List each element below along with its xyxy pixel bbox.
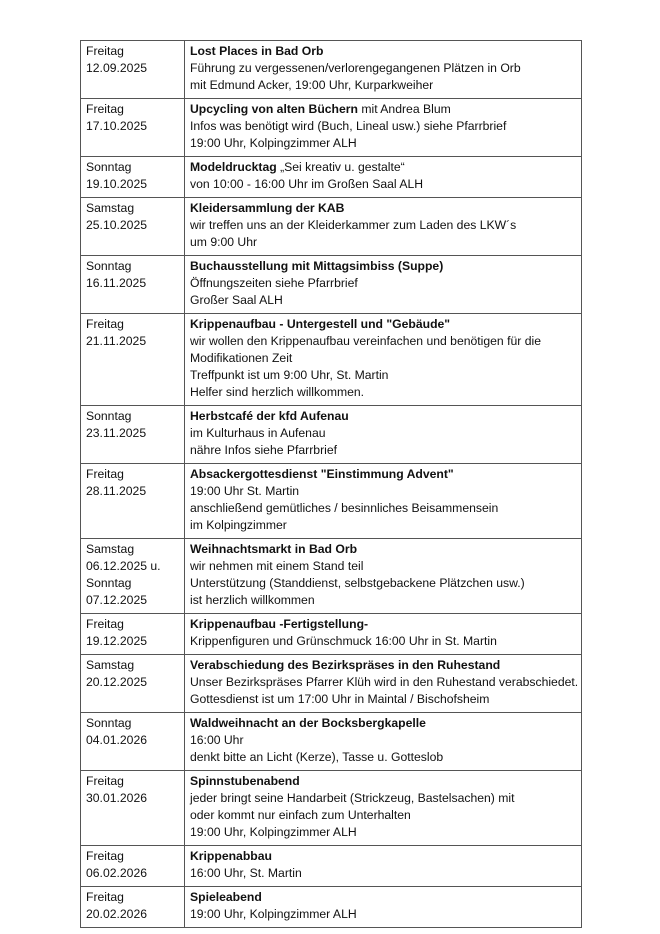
event-date-cell	[81, 198, 185, 256]
event-title-line	[190, 715, 576, 732]
event-date-line: 07.12.2025	[86, 593, 147, 607]
event-date-line: 30.01.2026	[86, 791, 147, 805]
event-title-line	[190, 541, 576, 558]
event-description-cell	[185, 846, 582, 887]
event-date-cell	[81, 539, 185, 614]
event-detail-line: Führung zu vergessenen/verlorengegangenen Plätzen in Orb	[190, 61, 521, 75]
event-title-suffix: mit Andrea Blum	[357, 102, 451, 116]
event-row	[81, 256, 582, 314]
event-title: Buchausstellung mit Mittagsimbiss (Suppe)	[190, 259, 444, 273]
event-row	[81, 713, 582, 771]
event-row	[81, 99, 582, 157]
event-detail-line: Unterstützung (Standdienst, selbstgebackene Plätzchen usw.)	[190, 576, 525, 590]
event-row	[81, 771, 582, 846]
event-date-line: 06.02.2026	[86, 866, 147, 880]
event-schedule-body	[81, 41, 582, 928]
event-row	[81, 41, 582, 99]
event-detail-line: um 9:00 Uhr	[190, 235, 258, 249]
event-row	[81, 846, 582, 887]
event-description-cell	[185, 41, 582, 99]
event-detail-line: Unser Bezirkspräses Pfarrer Klüh wird in den Ruhestand verabschiedet.	[190, 675, 579, 689]
event-schedule-table	[80, 40, 582, 928]
event-date-line: 12.09.2025	[86, 61, 147, 75]
event-title-line	[190, 159, 576, 176]
event-detail-line: im Kulturhaus in Aufenau	[190, 426, 326, 440]
event-title-line	[190, 101, 576, 118]
event-detail-line: 19:00 Uhr, Kolpingzimmer ALH	[190, 825, 357, 839]
event-detail-line: von 10:00 - 16:00 Uhr im Großen Saal ALH	[190, 177, 424, 191]
event-date-line: 17.10.2025	[86, 119, 147, 133]
event-date-line: Samstag	[86, 201, 135, 215]
event-row	[81, 887, 582, 928]
event-description-cell	[185, 655, 582, 713]
event-title-line	[190, 889, 576, 906]
event-date-line: 04.01.2026	[86, 733, 147, 747]
event-detail-line: im Kolpingzimmer	[190, 518, 287, 532]
event-date-line: Freitag	[86, 890, 124, 904]
event-date-line: Samstag	[86, 658, 135, 672]
event-detail-line: 19:00 Uhr, Kolpingzimmer ALH	[190, 136, 357, 150]
event-title: Lost Places in Bad Orb	[190, 44, 324, 58]
event-date-line: Sonntag	[86, 576, 132, 590]
event-detail-line: nähre Infos siehe Pfarrbrief	[190, 443, 338, 457]
event-detail-line: Öffnungszeiten siehe Pfarrbrief	[190, 276, 358, 290]
event-date-line: Sonntag	[86, 160, 132, 174]
event-date-cell	[81, 771, 185, 846]
event-title-line	[190, 258, 576, 275]
event-date-line: 19.12.2025	[86, 634, 147, 648]
event-detail-line: anschließend gemütliches / besinnliches Beisammensein	[190, 501, 499, 515]
event-title: Absackergottesdienst "Einstimmung Advent"	[190, 467, 454, 481]
event-description-cell	[185, 99, 582, 157]
event-detail-line: 16:00 Uhr, St. Martin	[190, 866, 302, 880]
event-title: Kleidersammlung der KAB	[190, 201, 345, 215]
event-detail-line: ist herzlich willkommen	[190, 593, 315, 607]
event-date-line: Sonntag	[86, 259, 132, 273]
event-title: Waldweihnacht an der Bocksbergkapelle	[190, 716, 426, 730]
event-date-line: Freitag	[86, 774, 124, 788]
event-detail-line: Modifikationen Zeit	[190, 351, 293, 365]
event-description-cell	[185, 256, 582, 314]
event-date-cell	[81, 464, 185, 539]
event-date-line: Sonntag	[86, 409, 132, 423]
event-date-line: Samstag	[86, 542, 135, 556]
event-title: Spinnstubenabend	[190, 774, 300, 788]
event-date-line: 19.10.2025	[86, 177, 147, 191]
event-detail-line: Großer Saal ALH	[190, 293, 283, 307]
event-date-line: 28.11.2025	[86, 484, 147, 498]
event-date-cell	[81, 887, 185, 928]
event-title: Krippenaufbau -Fertigstellung-	[190, 617, 369, 631]
event-title-line	[190, 200, 576, 217]
event-detail-line: mit Edmund Acker, 19:00 Uhr, Kurparkweiher	[190, 78, 434, 92]
event-date-line: 20.02.2026	[86, 907, 147, 921]
event-row	[81, 655, 582, 713]
event-date-line: 20.12.2025	[86, 675, 147, 689]
event-title-line	[190, 773, 576, 790]
event-date-cell	[81, 614, 185, 655]
event-row	[81, 157, 582, 198]
event-description-cell	[185, 464, 582, 539]
event-title-line	[190, 316, 576, 333]
event-row	[81, 314, 582, 406]
event-date-cell	[81, 314, 185, 406]
event-date-cell	[81, 406, 185, 464]
event-date-line: Freitag	[86, 617, 124, 631]
event-title: Herbstcafé der kfd Aufenau	[190, 409, 349, 423]
event-date-line: Freitag	[86, 467, 124, 481]
event-description-cell	[185, 539, 582, 614]
event-detail-line: Helfer sind herzlich willkommen.	[190, 385, 365, 399]
event-date-line: 23.11.2025	[86, 426, 147, 440]
event-detail-line: 16:00 Uhr	[190, 733, 244, 747]
event-detail-line: Treffpunkt ist um 9:00 Uhr, St. Martin	[190, 368, 389, 382]
event-row	[81, 614, 582, 655]
event-title: Krippenabbau	[190, 849, 272, 863]
event-title: Krippenaufbau - Untergestell und "Gebäude"	[190, 317, 451, 331]
event-date-line: 25.10.2025	[86, 218, 147, 232]
event-description-cell	[185, 614, 582, 655]
event-date-cell	[81, 256, 185, 314]
event-detail-line: oder kommt nur einfach zum Unterhalten	[190, 808, 411, 822]
event-detail-line: wir treffen uns an der Kleiderkammer zum Laden des LKW´s	[190, 218, 517, 232]
event-title-line	[190, 466, 576, 483]
event-row	[81, 464, 582, 539]
event-description-cell	[185, 771, 582, 846]
event-row	[81, 406, 582, 464]
event-detail-line: wir wollen den Krippenaufbau vereinfachen und benötigen für die	[190, 334, 541, 348]
event-date-line: Freitag	[86, 849, 124, 863]
event-detail-line: 19:00 Uhr, Kolpingzimmer ALH	[190, 907, 357, 921]
event-description-cell	[185, 314, 582, 406]
event-date-line: Freitag	[86, 102, 124, 116]
event-date-cell	[81, 655, 185, 713]
event-title-line	[190, 848, 576, 865]
event-date-cell	[81, 157, 185, 198]
event-title-suffix: „Sei kreativ u. gestalte“	[276, 160, 405, 174]
event-row	[81, 539, 582, 614]
event-date-cell	[81, 846, 185, 887]
event-title: Modeldrucktag	[190, 160, 277, 174]
event-date-line: 06.12.2025 u.	[86, 559, 161, 573]
event-title: Weihnachtsmarkt in Bad Orb	[190, 542, 358, 556]
event-title: Spieleabend	[190, 890, 262, 904]
event-detail-line: 19:00 Uhr St. Martin	[190, 484, 300, 498]
event-date-line: Freitag	[86, 44, 124, 58]
event-date-cell	[81, 99, 185, 157]
event-description-cell	[185, 157, 582, 198]
event-detail-line: wir nehmen mit einem Stand teil	[190, 559, 364, 573]
event-description-cell	[185, 713, 582, 771]
event-date-cell	[81, 41, 185, 99]
event-title-line	[190, 616, 576, 633]
event-row	[81, 198, 582, 256]
event-date-line: Freitag	[86, 317, 124, 331]
event-date-line: Sonntag	[86, 716, 132, 730]
event-description-cell	[185, 198, 582, 256]
event-title-line	[190, 657, 576, 674]
event-title: Upcycling von alten Büchern	[190, 102, 358, 116]
event-detail-line: jeder bringt seine Handarbeit (Strickzeug, Bastelsachen) mit	[190, 791, 515, 805]
event-date-line: 16.11.2025	[86, 276, 147, 290]
event-detail-line: Gottesdienst ist um 17:00 Uhr in Maintal / Bischofsheim	[190, 692, 490, 706]
event-date-line: 21.11.2025	[86, 334, 147, 348]
event-title-line	[190, 43, 576, 60]
event-detail-line: Krippenfiguren und Grünschmuck 16:00 Uhr in St. Martin	[190, 634, 497, 648]
event-detail-line: Infos was benötigt wird (Buch, Lineal usw.) siehe Pfarrbrief	[190, 119, 507, 133]
event-description-cell	[185, 887, 582, 928]
event-detail-line: denkt bitte an Licht (Kerze), Tasse u. Gotteslob	[190, 750, 444, 764]
event-title-line	[190, 408, 576, 425]
event-date-cell	[81, 713, 185, 771]
event-description-cell	[185, 406, 582, 464]
event-title: Verabschiedung des Bezirkspräses in den Ruhestand	[190, 658, 501, 672]
